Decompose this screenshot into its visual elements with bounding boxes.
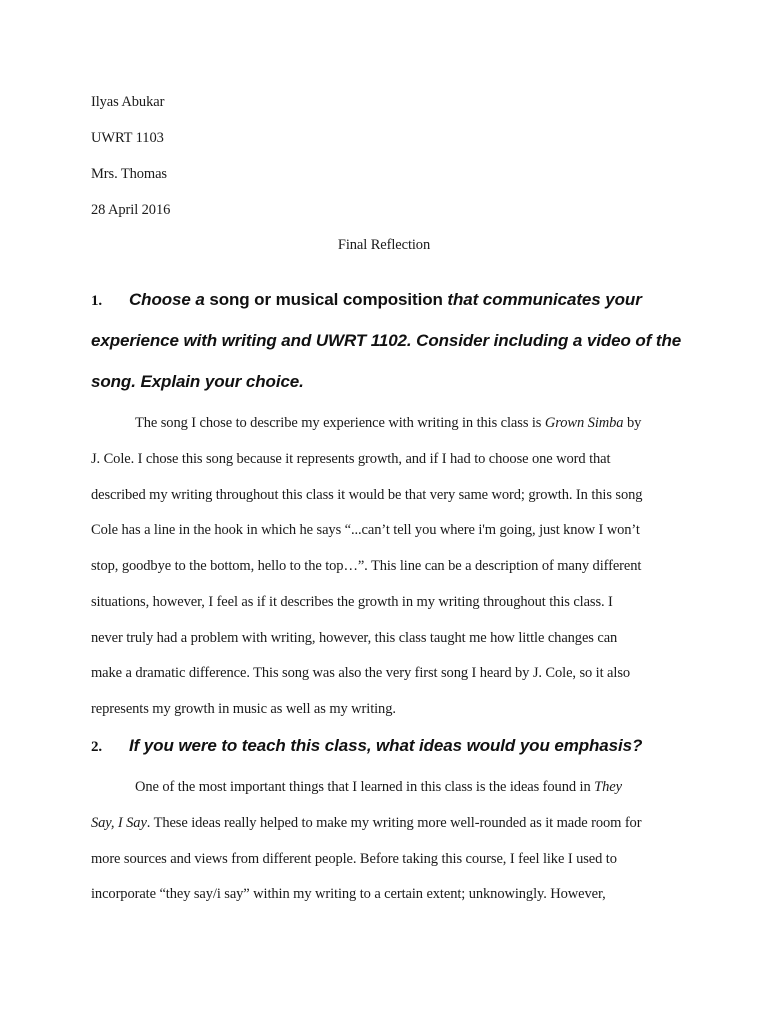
question-2-line bbox=[91, 735, 642, 758]
answer-1-line-8: make a dramatic difference. This song was also the very first song I heard by J. Cole, so it also bbox=[91, 665, 631, 681]
answer-2-line-3: more sources and views from different people. Before taking this course, I feel like I used to bbox=[91, 851, 617, 867]
course-code: UWRT 1103 bbox=[91, 130, 164, 146]
question-2-text: If you were to teach this class, what ideas would you emphasis? bbox=[129, 736, 643, 755]
document-date: 28 April 2016 bbox=[91, 202, 171, 218]
answer-2-line-2-b: . These ideas really helped to make my writing more well-rounded as it made room for bbox=[146, 815, 642, 831]
question-1-line-3: song. Explain your choice. bbox=[91, 372, 304, 391]
answer-1-line-3: described my writing throughout this class it would be that very same word; growth. In this song bbox=[91, 487, 643, 503]
answer-1-line-6: situations, however, I feel as if it describes the growth in my writing throughout this class. I bbox=[91, 594, 613, 610]
question-1-text-c: that communicates your bbox=[442, 290, 642, 309]
question-1-line-2: experience with writing and UWRT 1102. Consider including a video of the bbox=[91, 331, 682, 350]
author-name: Ilyas Abukar bbox=[91, 94, 165, 110]
answer-1-line-5: stop, goodbye to the bottom, hello to the top…”. This line can be a description of many different bbox=[91, 558, 642, 574]
book-title-part-2: Say, I Say bbox=[91, 815, 147, 831]
book-title-part-1: They bbox=[594, 779, 622, 795]
answer-1-line-9: represents my growth in music as well as my writing. bbox=[91, 701, 396, 717]
answer-1-line-1-c: by bbox=[623, 415, 642, 431]
answer-1-line-7: never truly had a problem with writing, however, this class taught me how little changes can bbox=[91, 630, 618, 646]
answer-2-line-4: incorporate “they say/i say” within my writing to a certain extent; unknowingly. However, bbox=[91, 886, 606, 902]
answer-2-line-1 bbox=[91, 777, 622, 797]
instructor-name: Mrs. Thomas bbox=[91, 166, 167, 182]
document-title: Final Reflection bbox=[337, 237, 431, 253]
song-title: Grown Simba bbox=[544, 415, 624, 431]
answer-2-line-1-a: One of the most important things that I learned in this class is the ideas found in bbox=[135, 779, 595, 795]
answer-2-line-2 bbox=[91, 813, 641, 833]
question-1-text-a: Choose a bbox=[129, 290, 210, 309]
answer-1-line-4: Cole has a line in the hook in which he says “...can’t tell you where i'm going, just know I won’t bbox=[91, 522, 640, 538]
answer-1-line-2: J. Cole. I chose this song because it represents growth, and if I had to choose one word that bbox=[91, 451, 611, 467]
question-2-number: 2. bbox=[91, 739, 103, 755]
question-1-number: 1. bbox=[91, 293, 103, 309]
answer-1-line-1-a: The song I chose to describe my experience with writing in this class is bbox=[135, 415, 545, 431]
question-1-emphasis: song or musical composition bbox=[209, 290, 443, 309]
question-1-line-1 bbox=[91, 289, 642, 312]
answer-1-line-1 bbox=[91, 413, 641, 433]
